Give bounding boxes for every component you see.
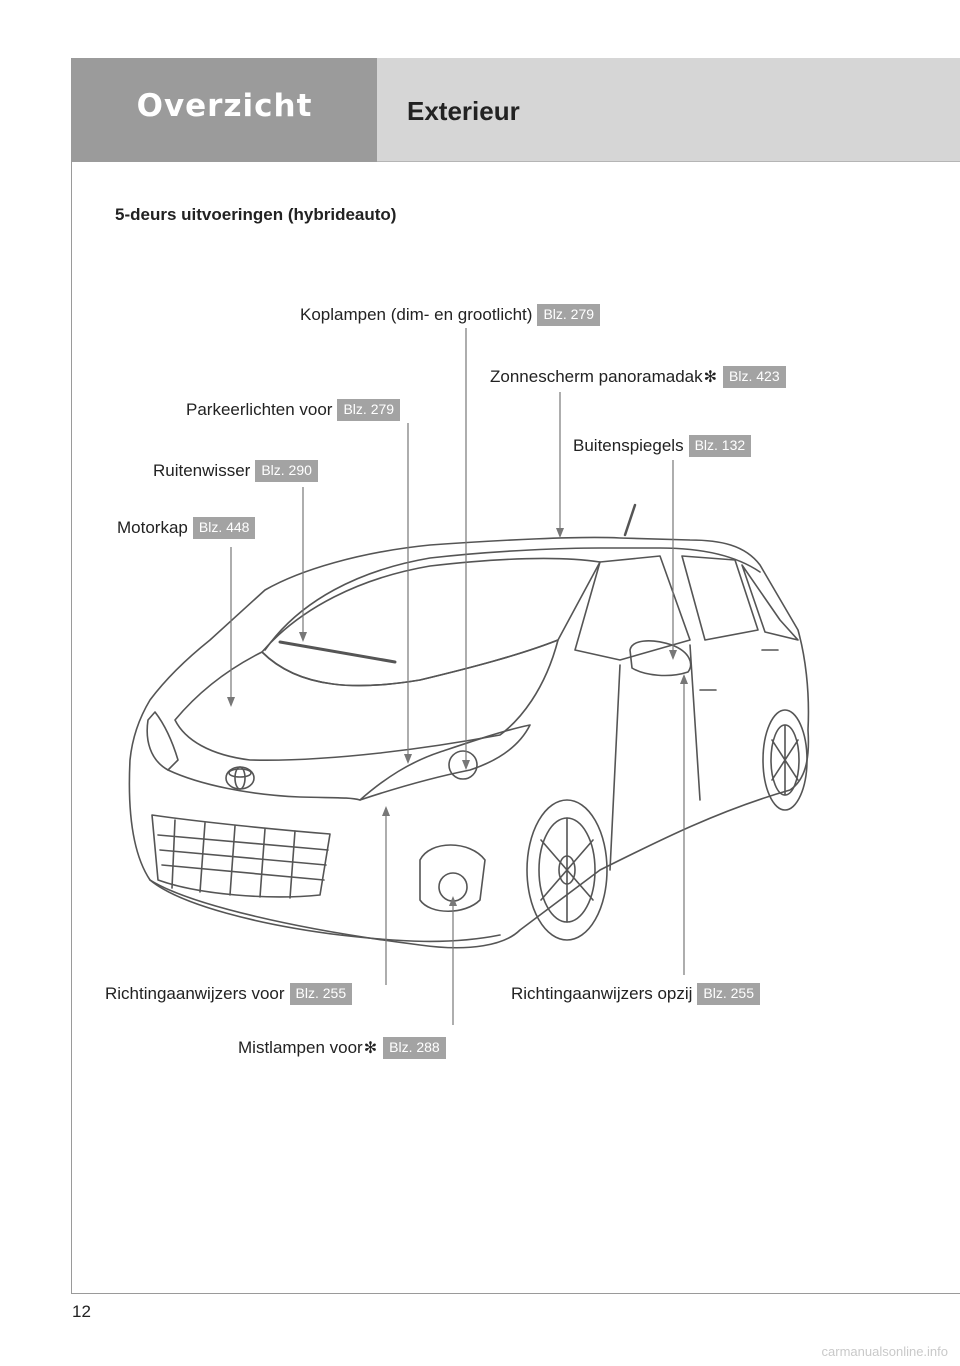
rear-quarter [742, 565, 798, 640]
callout-richting-voor [105, 982, 352, 1006]
lower-grille [152, 815, 330, 897]
callout-label: Koplampen (dim- en grootlicht) [300, 305, 533, 324]
page-ref-badge: Blz. 255 [290, 983, 353, 1005]
callout-label: Richtingaanwijzers voor [105, 984, 285, 1003]
callout-label: Mistlampen voor [238, 1038, 363, 1057]
page-ref-badge: Blz. 423 [723, 366, 786, 388]
callout-koplampen [300, 303, 600, 327]
callout-buitenspiegels [573, 434, 751, 458]
callout-zonnescherm [490, 365, 786, 389]
wiper [280, 642, 395, 662]
rear-side-window [682, 556, 758, 640]
page-ref-badge: Blz. 448 [193, 517, 256, 539]
callout-richting-opzij [511, 982, 760, 1006]
page-ref-badge: Blz. 288 [383, 1037, 446, 1059]
page-ref-badge: Blz. 290 [255, 460, 318, 482]
page-ref-badge: Blz. 279 [337, 399, 400, 421]
callout-label: Ruitenwisser [153, 461, 251, 480]
watermark: carmanualsonline.info [821, 1344, 948, 1359]
car-roof [265, 548, 760, 650]
headlamp-right [360, 725, 530, 800]
callout-ruitenwisser [153, 459, 318, 483]
callout-motorkap [117, 516, 255, 540]
headlamp-left [147, 712, 178, 770]
page-ref-badge: Blz. 132 [689, 435, 752, 457]
callout-label: Zonnescherm panoramadak [490, 367, 703, 386]
callout-mistlampen [238, 1036, 446, 1060]
chapter-title: Exterieur [407, 96, 520, 126]
callout-label: Motorkap [117, 518, 188, 537]
page-ref-badge: Blz. 279 [537, 304, 600, 326]
callout-label: Buitenspiegels [573, 436, 684, 455]
page-ref-badge: Blz. 255 [697, 983, 760, 1005]
section-title: Overzicht [136, 88, 313, 124]
page-number: 12 [72, 1302, 91, 1321]
callout-label: Parkeerlichten voor [186, 400, 333, 419]
callout-label: Richtingaanwijzers opzij [511, 984, 693, 1003]
diagram-subtitle: 5-deurs uitvoeringen (hybrideauto) [115, 205, 397, 224]
front-grille-bar [168, 770, 360, 800]
optional-equipment-icon: ✻ [703, 369, 718, 386]
side-mirror [630, 641, 691, 676]
optional-equipment-icon: ✻ [363, 1040, 378, 1057]
antenna [625, 505, 635, 535]
callout-parkeerlichten [186, 398, 400, 422]
